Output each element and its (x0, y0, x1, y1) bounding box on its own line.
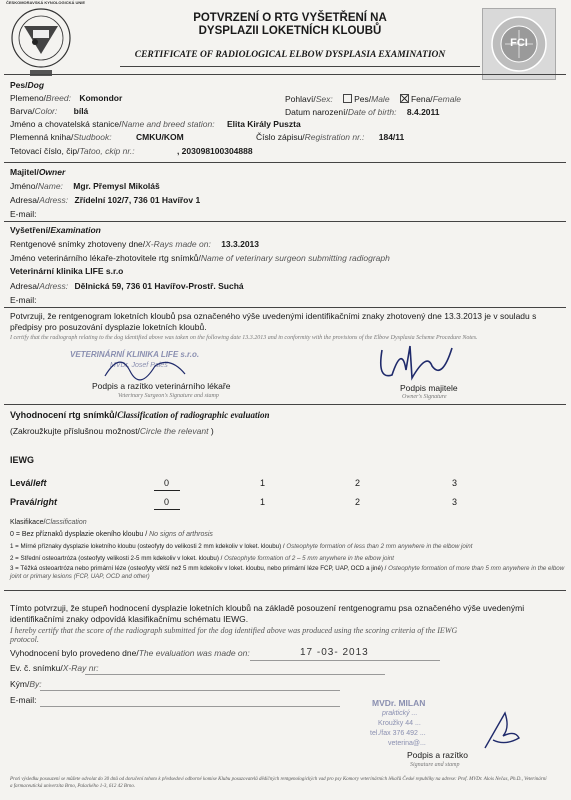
registration-value: 184/11 (378, 132, 405, 142)
vet-signature-label-en: Veterinary Surgeon's Signature and stamp (118, 393, 219, 399)
left-grade-1: 1 (260, 478, 266, 488)
evaluated-by-line (40, 690, 340, 691)
right-grade-3: 3 (452, 497, 458, 507)
owner-name-row: Jméno/Name: Mgr. Přemysl Mikoláš (10, 181, 160, 191)
color-value: bílá (73, 106, 89, 116)
owner-section-heading: Majitel/Owner (10, 167, 66, 177)
vet-stamp-line-2: MVDr. Josef Paleš (110, 362, 168, 369)
sex-row: Pohlaví/Sex: Pes/Male Fena/Female (285, 94, 462, 104)
xray-confirmation-cz: Potvrzuji, že rentgenogram loketních kloubů psa označeného výše uvedenými identifikačními znaky zhotovený dne 13.3.2013 je v souladu s předpisy pro posuzování dysplazie loketních kloubů. (10, 311, 537, 332)
circle-instruction: (Zakroužkujte příslušnou možnost/Circle the relevant ) (10, 426, 214, 436)
dog-name-value: Elita Király Puszta (226, 119, 301, 129)
class-2-text: 2 = Střední osteoartróza (osteofyty velikosti 2-5 mm kdekoliv v loket. kloubu) / Osteophyte formation of 2 – 5 mm anywhere in the elbow joint (10, 555, 394, 562)
xray-number-line (85, 674, 385, 675)
left-grade-3: 3 (452, 478, 458, 488)
footer-appeal-text: Proti výsledku posouzení se můžete odvolat do 30 dnů od doručení tohoto k předsedovi odborné komise Klubu posuzovatelů dědičných rentgenologických vad pro psy Komory veterinárních lékařů České republiky na adrese: Prof. MVDr. Alois Nečas, Ph.D., Veterinární a farmaceutická univerzita Brno, Palackého 1-3, 612 42 Brno. (10, 777, 547, 789)
cmku-logo-text: ČESKOMORAVSKÁ KYNOLOGICKÁ UNIE (6, 0, 86, 5)
exam-section-heading: Vyšetření/Examination (10, 225, 101, 235)
evaluator-stamp-line-3: Kroužky 44 ... (378, 720, 421, 727)
page-title (150, 12, 430, 38)
vet-signature-label: Podpis a razítko veterinárního lékaře (92, 381, 231, 391)
evaluation-divider (4, 590, 566, 591)
xray-date-row: Rentgenové snímky zhotoveny dne/X-Rays made on: 13.3.2013 (10, 239, 260, 249)
certification-text-en: I hereby certify that the score of the radiograph submitted for the dog identified above was produced using the scoring criteria of the IEWG protocol. (10, 626, 458, 644)
page-subtitle: CERTIFICATE OF RADIOLOGICAL ELBOW DYSPLASIA EXAMINATION (134, 50, 446, 60)
evaluation-date-row: Vyhodnocení bylo provedeno dne/The evaluation was made on: (10, 648, 250, 658)
eval-date-line (250, 660, 440, 661)
owner-signature-label: Podpis majitele (400, 383, 458, 393)
evaluator-stamp-line-2: praktický ... (382, 710, 418, 717)
female-checkbox (400, 94, 409, 103)
vet-stamp-line-1: VETERINÁRNÍ KLINIKA LIFE s.r.o. (70, 350, 200, 359)
evaluator-stamp-line-4: tel./fax 376 492 ... (370, 730, 426, 737)
right-grade-1: 1 (260, 497, 266, 507)
evaluator-stamp-line-5: veterina@... (388, 740, 426, 747)
class-1-text: 1 = Mírné příznaky dysplazie loketního kloubu (osteofyty do velikosti 2 mm kdekoliv v loket. kloubu) / Osteophyte formation of less than 2 mm anywhere in the elbow joint (10, 543, 473, 550)
cmku-logo-icon (6, 6, 76, 78)
owner-divider (4, 221, 566, 222)
exam-divider (4, 307, 566, 308)
evaluation-date-stamp: 17 -03- 2013 (300, 647, 369, 658)
right-grade-0: 0 (164, 497, 170, 507)
signature-divider (4, 404, 566, 405)
tattoo-value: , 203098100304888 (176, 146, 253, 156)
cert-email-label: E-mail: (10, 695, 37, 705)
clinic-name: Veterinární klinika LIFE s.r.o (10, 266, 124, 276)
header-divider-bottom (4, 74, 566, 75)
dob-value: 8.4.2011 (406, 107, 440, 117)
xray-confirmation-en: I certify that the radiograph relating to the dog identified above was taken on the following date 13.3.2013 and in conformity with the provisions of the Elbow Dysplasia Scheme Procedure Notes. (10, 335, 478, 341)
title-line-1: POTVRZENÍ O RTG VYŠETŘENÍ NA (193, 12, 387, 24)
breed-row: Plemeno/Breed: Komondor (10, 93, 123, 103)
xray-date-value: 13.3.2013 (221, 239, 260, 249)
left-grade-0: 0 (164, 478, 170, 488)
evaluation-heading: Vyhodnocení rtg snímků/Classification of radiographic evaluation (10, 410, 270, 420)
cert-email-line (40, 706, 340, 707)
dob-row: Datum narození/Date of birth: 8.4.2011 (285, 107, 440, 117)
owner-email-label: E-mail: (10, 209, 37, 219)
right-elbow-label: Pravá/right (10, 497, 58, 507)
right-result-underline (154, 509, 180, 510)
class-0-text: 0 = Bez příznaků dysplazie okeního kloubu / No signs of arthrosis (10, 531, 213, 538)
owner-name-value: Mgr. Přemysl Mikoláš (73, 181, 160, 191)
xray-number-row: Ev. č. snímku/X-Ray nr: (10, 663, 99, 673)
header-divider (120, 66, 480, 67)
tattoo-row: Tetovací číslo, čip/Tatoo, ckip nr.: , 203098100304888 (10, 146, 253, 156)
dog-section-heading: Pes/Dog (10, 80, 45, 90)
registration-row: Číslo zápisu/Registration nr.: 184/11 (256, 132, 405, 142)
vet-signature-icon (100, 346, 190, 386)
fci-logo-text: FCI (510, 37, 528, 49)
studbook-value: CMKU/KOM (135, 132, 184, 142)
classification-label: Klasifikace/Classification (10, 519, 87, 526)
right-grade-2: 2 (355, 497, 361, 507)
vet-name-row: Jméno veterinárního lékaře-zhotovitele rtg snímků/Name of veterinary surgeon submitting radiograph (10, 253, 390, 263)
left-grade-2: 2 (355, 478, 361, 488)
fci-logo (482, 8, 556, 80)
class-3-text: 3 = Těžká osteoartróza nebo primární léze (osteofyty větší než 5 mm kdekoliv v loket. kloubu, nebo primární léze FCP, UAP, OCD a jiné) / Osteophyte formation of more than 5 mm anywhere in the elbow joint or primary lesions (FCP, UAP, OCD and other) (10, 565, 565, 580)
evaluator-signature-icon (475, 708, 525, 753)
owner-signature-label-en: Owner's Signature (402, 394, 447, 400)
left-elbow-label: Levá/left (10, 478, 47, 488)
title-line-2: DYSPLAZII LOKETNÍCH KLOUBŮ (198, 25, 382, 37)
clinic-address-value: Dělnická 59, 736 01 Havířov-Prostř. Suchá (74, 281, 244, 291)
dog-divider (4, 162, 566, 163)
evaluator-signature-label: Podpis a razítko (407, 750, 468, 760)
studbook-row: Plemenná kniha/Studbook: CMKU/KOM (10, 132, 184, 142)
male-checkbox (343, 94, 352, 103)
scheme-label: IEWG (10, 455, 34, 465)
breed-value: Komondor (79, 93, 123, 103)
certification-text-cz: Tímto potvrzuji, že stupeň hodnocení dysplazie loketních kloubů na základě posouzení rentgenogramu psa označeného výše uvedenými identifikačními znaky odpovídá klasifikačnímu schématu IEWG. (10, 603, 525, 624)
evaluated-by-row: Kým/By: (10, 679, 42, 689)
clinic-email-label: E-mail: (10, 295, 37, 305)
left-result-underline (154, 490, 180, 491)
evaluator-signature-label-en: Signature and stamp (410, 762, 460, 768)
color-row: Barva/Color: bílá (10, 106, 89, 116)
evaluator-stamp-line-1: MVDr. MILAN (372, 698, 426, 708)
owner-address-row: Adresa/Adress: Zřídelní 102/7, 736 01 Havířov 1 (10, 195, 201, 205)
dog-name-row: Jméno a chovatelská stanice/Name and breed station: Elita Király Puszta (10, 119, 301, 129)
owner-address-value: Zřídelní 102/7, 736 01 Havířov 1 (74, 195, 201, 205)
clinic-address-row: Adresa/Adress: Dělnická 59, 736 01 Havířov-Prostř. Suchá (10, 281, 244, 291)
